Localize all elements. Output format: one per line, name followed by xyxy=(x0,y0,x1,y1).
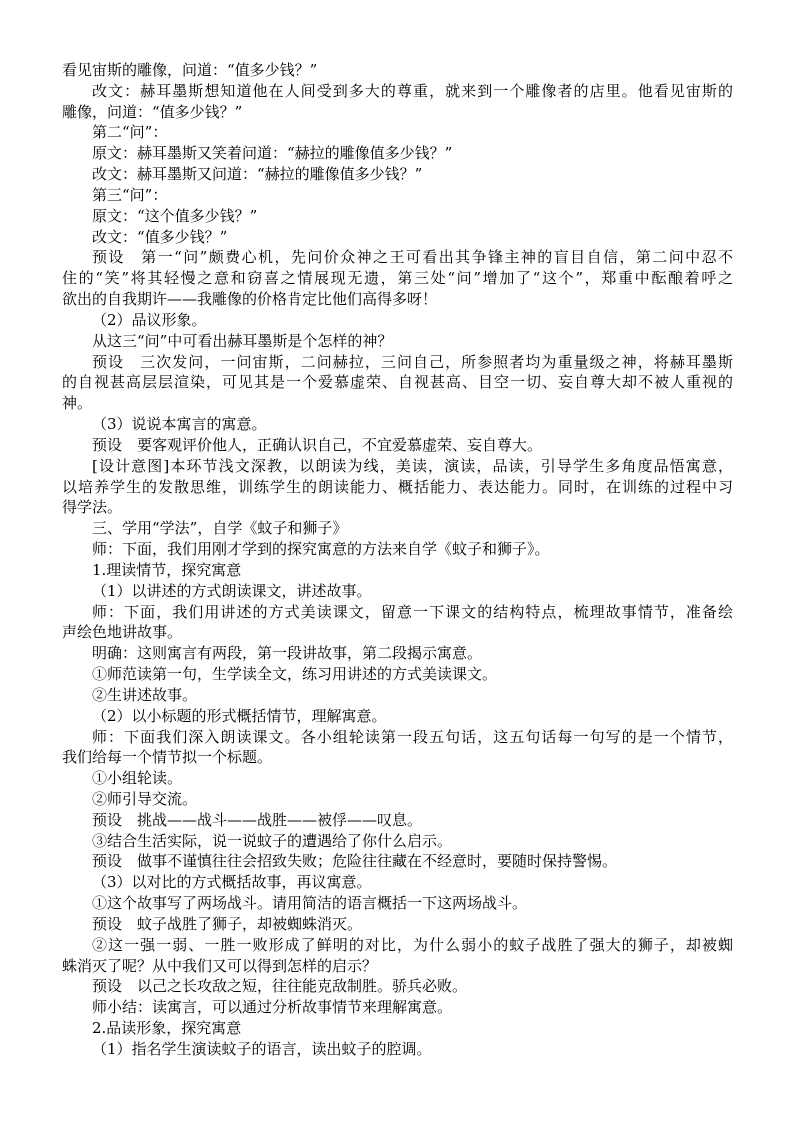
text-line: ②师引导交流。 xyxy=(92,789,198,808)
text-line: 蛛消灭了呢？从中我们又可以得到怎样的启示？ xyxy=(62,956,378,975)
second-question-heading xyxy=(62,122,733,143)
text-line: 预设 要客观评价他人，正确认识自己，不宜爱慕虚荣、妄自尊大。 xyxy=(92,435,543,454)
preset-answer-paragraph xyxy=(62,914,733,935)
preset-answer-paragraph xyxy=(62,247,733,309)
text-line: 改文：赫耳墨斯又问道：“赫拉的雕像值多少钱？” xyxy=(92,165,423,184)
subsection-heading xyxy=(62,310,733,331)
subsection-heading xyxy=(62,872,733,893)
text-line: 预设 挑战——战斗——战胜——被俘——叹息。 xyxy=(92,810,423,829)
subsection-heading xyxy=(62,581,733,602)
excerpt-continuation xyxy=(62,60,733,81)
revised-text-paragraph xyxy=(62,81,733,123)
question-paragraph xyxy=(62,331,733,352)
preset-answer-paragraph xyxy=(62,810,733,831)
text-line: 雕像，问道：“值多少钱？” xyxy=(62,102,243,121)
text-line: 师：下面，我们用刚才学到的探究寓意的方法来自学《蚊子和狮子》。 xyxy=(92,540,550,559)
text-line: 明确：这则寓言有两段，第一段讲故事，第二段揭示寓意。 xyxy=(92,644,483,663)
clarification-paragraph xyxy=(62,643,733,664)
text-line: 师：下面我们深入朗读课文。各小组轮读第一段五句话，这五句话每一句写的是一个情节， xyxy=(92,727,733,746)
activity-item xyxy=(62,831,733,852)
text-line: 第二“问”： xyxy=(92,123,168,142)
step-heading xyxy=(62,560,733,581)
text-line: 我们给每一个情节拟一个标题。 xyxy=(62,748,273,767)
text-line: 第三“问”： xyxy=(92,185,168,204)
teacher-remark xyxy=(62,727,733,769)
section-heading xyxy=(62,518,733,539)
activity-item xyxy=(62,768,733,789)
text-line: 三、学用“学法”，自学《蚊子和狮子》 xyxy=(92,519,348,538)
text-line: 住的“笑”将其轻慢之意和窃喜之情展现无遗，第三处“问”增加了“这个”，郑重中酝酿着呼之 xyxy=(62,269,733,288)
text-line: 预设 蚊子战胜了狮子，却被蜘蛛消灭。 xyxy=(92,914,363,933)
activity-item xyxy=(62,789,733,810)
document-body xyxy=(62,60,733,1060)
text-line: ①这个故事写了两场战斗。请用简洁的语言概括一下这两场战斗。 xyxy=(92,894,528,913)
third-question-heading xyxy=(62,185,733,206)
teacher-summary xyxy=(62,997,733,1018)
text-line: （3）以对比的方式概括故事，再议寓意。 xyxy=(92,873,372,892)
text-line: 师小结：读寓言，可以通过分析故事情节来理解寓意。 xyxy=(92,998,453,1017)
preset-answer-paragraph xyxy=(62,976,733,997)
text-line: （3）说说本寓言的寓意。 xyxy=(92,415,267,434)
text-line: 以培养学生的发散思维，训练学生的朗读能力、概括能力、表达能力。同时，在训练的过程中习 xyxy=(62,477,733,496)
text-line: 原文：“这个值多少钱？” xyxy=(92,206,258,225)
teacher-remark xyxy=(62,539,733,560)
text-line: ②生讲述故事。 xyxy=(92,685,198,704)
text-line: 从这三“问”中可看出赫耳墨斯是个怎样的神？ xyxy=(92,331,393,350)
text-line: 预设 以己之长攻敌之短，往往能克敌制胜。骄兵必败。 xyxy=(92,977,468,996)
text-line: 改文：赫耳墨斯想知道他在人间受到多大的尊重，就来到一个雕像者的店里。他看见宙斯的 xyxy=(92,81,733,100)
text-line: 预设 做事不谨慎往往会招致失败；危险往往藏在不经意时，要随时保持警惕。 xyxy=(92,852,618,871)
text-line: [设计意图]本环节浅文深教，以朗读为线，美读，演读，品读，引导学生多角度品悟寓意， xyxy=(92,456,733,475)
step-heading xyxy=(62,1018,733,1039)
subsection-heading xyxy=(62,414,733,435)
text-line: ①小组轮读。 xyxy=(92,769,183,788)
text-line: 得学法。 xyxy=(62,498,123,517)
text-line: 欲出的自我期许——我雕像的价格肯定比他们高得多呀！ xyxy=(62,290,438,309)
text-line: 2.品读形象，探究寓意 xyxy=(92,1019,242,1038)
teacher-remark xyxy=(62,602,733,644)
preset-answer-paragraph xyxy=(62,435,733,456)
text-line: ②这一强一弱、一胜一败形成了鲜明的对比，为什么弱小的蚊子战胜了强大的狮子，却被蜘 xyxy=(92,935,733,954)
activity-item xyxy=(62,935,733,977)
original-text-line xyxy=(62,206,733,227)
text-line: 的自视甚高层层渲染，可见其是一个爱慕虚荣、自视甚高、目空一切、妄自尊大却不被人重视的 xyxy=(62,373,733,392)
text-line: ①师范读第一句，生学读全文，练习用讲述的方式美读课文。 xyxy=(92,665,498,684)
revised-text-line xyxy=(62,164,733,185)
text-line: 师：下面，我们用讲述的方式美读课文，留意一下课文的结构特点，梳理故事情节，准备绘 xyxy=(92,602,733,621)
subsection-heading xyxy=(62,1039,733,1060)
subsection-heading xyxy=(62,706,733,727)
text-line: 预设 第一“问”颇费心机，先问价众神之王可看出其争锋主神的盲目自信，第二问中忍不 xyxy=(92,248,733,267)
text-line: 神。 xyxy=(62,394,93,413)
activity-item xyxy=(62,893,733,914)
original-text-line xyxy=(62,143,733,164)
text-line: （1）指名学生演读蚊子的语言，读出蚊子的腔调。 xyxy=(92,1039,432,1058)
text-line: 看见宙斯的雕像，问道：“值多少钱？” xyxy=(62,61,318,79)
activity-item xyxy=(62,664,733,685)
text-line: ③结合生活实际，说一说蚊子的遭遇给了你什么启示。 xyxy=(92,831,453,850)
text-line: 预设 三次发问，一问宙斯，二问赫拉，三问自己，所参照者均为重量级之神，将赫耳墨斯 xyxy=(92,352,733,371)
design-intent-paragraph xyxy=(62,456,733,518)
text-line: 改文：“值多少钱？” xyxy=(92,227,228,246)
text-line: 1.理读情节，探究寓意 xyxy=(92,560,242,579)
activity-item xyxy=(62,685,733,706)
text-line: （1）以讲述的方式朗读课文，讲述故事。 xyxy=(92,581,372,600)
text-line: 声绘色地讲故事。 xyxy=(62,623,183,642)
preset-answer-paragraph xyxy=(62,352,733,414)
revised-text-line xyxy=(62,227,733,248)
text-line: 原文：赫耳墨斯又笑着问道：“赫拉的雕像值多少钱？” xyxy=(92,144,453,163)
preset-answer-paragraph xyxy=(62,851,733,872)
text-line: （2）以小标题的形式概括情节，理解寓意。 xyxy=(92,706,387,725)
text-line: （2）品议形象。 xyxy=(92,310,207,329)
